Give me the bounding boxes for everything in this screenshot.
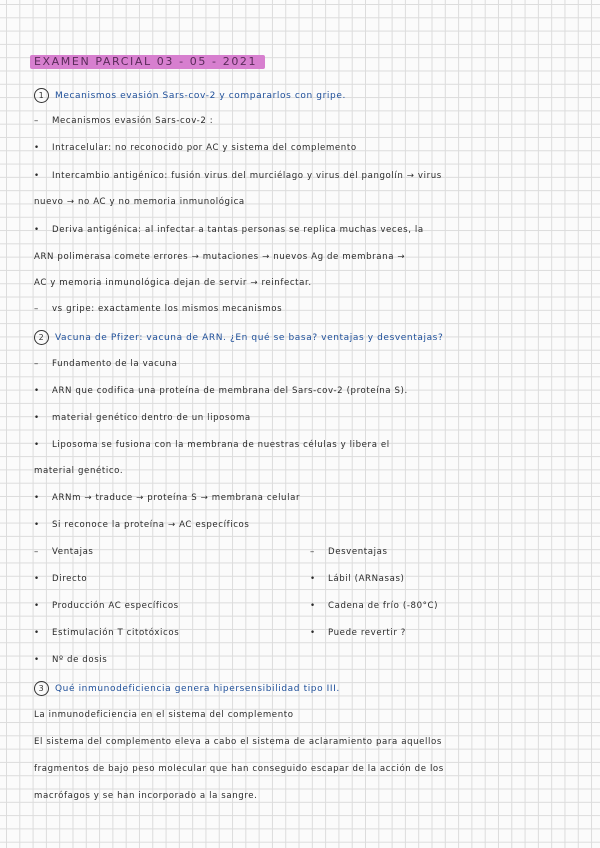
ventaja-item: • Estimulación T citotóxicos (34, 628, 180, 638)
bullet-icon: • (34, 574, 40, 584)
q1-bullet-2: • Intercambio antigénico: fusión virus del murciélago y virus del pangolín → virus (34, 171, 442, 181)
question-1-text: Mecanismos evasión Sars-cov-2 y compararlos con gripe. (55, 91, 346, 101)
q1-bullet-3-cont-1: ARN polimerasa comete errores → mutaciones → nuevos Ag de membrana → (34, 252, 406, 262)
desventaja-item: • Puede revertir ? (310, 628, 406, 638)
q1-comparison: – vs gripe: exactamente los mismos mecanismos (34, 304, 283, 314)
bullet-icon: • (34, 440, 40, 450)
desventaja-item: • Lábil (ARNasas) (310, 574, 405, 584)
desventaja-item: • Cadena de frío (-80°C) (310, 601, 439, 611)
bullet-icon: • (34, 493, 40, 503)
bullet-icon: • (34, 520, 40, 530)
bullet-icon: • (34, 225, 40, 235)
ventaja-item: • Producción AC específicos (34, 601, 179, 611)
q2-bullet-3: • Liposoma se fusiona con la membrana de nuestras células y libera el (34, 440, 390, 450)
q3-line-4: macrófagos y se han incorporado a la sangre. (34, 791, 258, 801)
dash-icon: – (34, 359, 39, 369)
bullet-icon: • (310, 601, 316, 611)
dash-icon: – (34, 116, 39, 126)
q2-bullet-5: • Si reconoce la proteína → AC específicos (34, 520, 250, 530)
bullet-icon: • (310, 628, 316, 638)
q1-bullet-1: • Intracelular: no reconocido por AC y sistema del complemento (34, 143, 357, 153)
bullet-icon: • (34, 601, 40, 611)
question-1 (34, 88, 574, 103)
q1-bullet-3: • Deriva antigénica: al infectar a tantas personas se replica muchas veces, la (34, 225, 424, 235)
question-2 (34, 330, 574, 345)
dash-icon: – (34, 547, 39, 557)
q1-bullet-3-cont-2: AC y memoria inmunológica dejan de servir → reinfectar. (34, 278, 312, 288)
bullet-icon: • (34, 171, 40, 181)
desventajas-heading: – Desventajas (310, 547, 388, 557)
ventajas-heading: – Ventajas (34, 547, 94, 557)
bullet-icon: • (34, 413, 40, 423)
q2-subheading: – Fundamento de la vacuna (34, 359, 178, 369)
ventaja-item: • Directo (34, 574, 88, 584)
question-number-3: 3 (34, 681, 49, 696)
q3-line-3: fragmentos de bajo peso molecular que han conseguido escapar de la acción de los (34, 764, 444, 774)
bullet-icon: • (34, 628, 40, 638)
bullet-icon: • (34, 386, 40, 396)
q1-subheading: – Mecanismos evasión Sars-cov-2 : (34, 116, 214, 126)
question-number-2: 2 (34, 330, 49, 345)
question-2-text: Vacuna de Pfizer: vacuna de ARN. ¿En qué se basa? ventajas y desventajas? (55, 333, 444, 343)
page-title: EXAMEN PARCIAL 03 - 05 - 2021 (30, 55, 265, 69)
bullet-icon: • (310, 574, 316, 584)
q2-bullet-3-cont: material genético. (34, 466, 124, 476)
q2-bullet-4: • ARNm → traduce → proteína S → membrana celular (34, 493, 301, 503)
bullet-icon: • (34, 143, 40, 153)
ventaja-item: • Nº de dosis (34, 655, 108, 665)
question-3-text: Qué inmunodeficiencia genera hipersensibilidad tipo III. (55, 684, 340, 694)
question-number-1: 1 (34, 88, 49, 103)
dash-icon: – (34, 304, 39, 314)
bullet-icon: • (34, 655, 40, 665)
q1-bullet-2-cont: nuevo → no AC y no memoria inmunológica (34, 197, 245, 207)
q3-line-2: El sistema del complemento eleva a cabo el sistema de aclaramiento para aquellos (34, 737, 442, 747)
q3-line-1: La inmunodeficiencia en el sistema del complemento (34, 710, 294, 720)
dash-icon: – (310, 547, 315, 557)
q2-bullet-2: • material genético dentro de un liposoma (34, 413, 251, 423)
question-3 (34, 681, 574, 696)
q2-bullet-1: • ARN que codifica una proteína de membrana del Sars-cov-2 (proteína S). (34, 386, 408, 396)
